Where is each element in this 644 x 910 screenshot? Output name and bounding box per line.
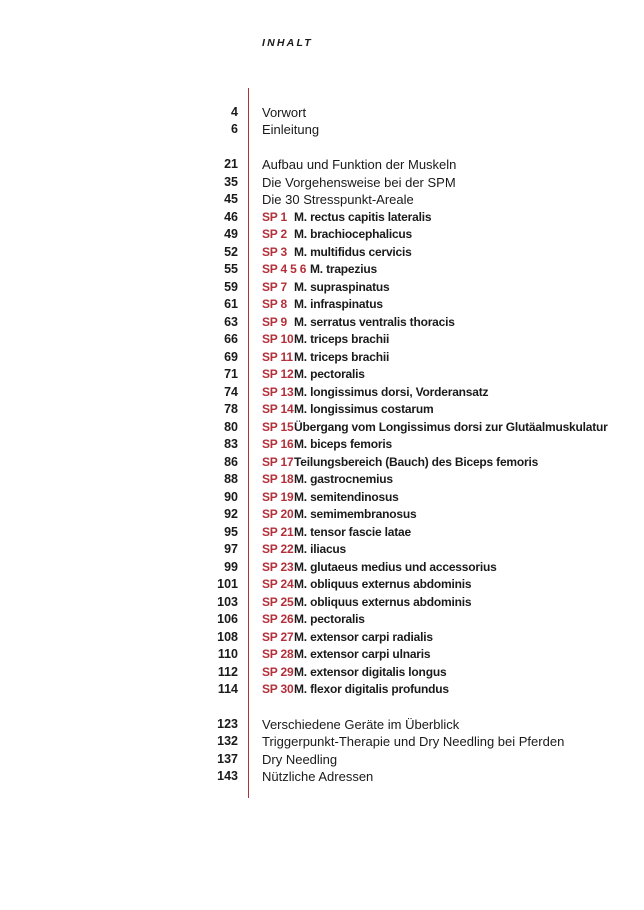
toc-muscle-title: M. extensor carpi ulnaris [294, 647, 431, 661]
stresspoint-code: SP 21 [262, 525, 294, 539]
toc-muscle-title: M. pectoralis [294, 367, 365, 381]
toc-stresspoint-line [262, 524, 411, 541]
toc-page-number: 78 [224, 402, 238, 416]
toc-chapter-title: Die 30 Stresspunkt-Areale [262, 192, 414, 207]
toc-page-number: 114 [217, 682, 238, 696]
toc-entry [0, 716, 644, 733]
toc-muscle-title: M. tensor fascie latae [294, 525, 411, 539]
toc-muscle-title: M. obliquus externus abdominis [294, 595, 472, 609]
toc-entry [0, 471, 644, 488]
toc-stresspoint-line [262, 646, 430, 663]
toc-entry [0, 436, 644, 453]
toc-stresspoint-line [262, 419, 608, 436]
toc-entry [0, 576, 644, 593]
toc-page-number: 106 [217, 612, 238, 626]
toc-muscle-title: Teilungsbereich (Bauch) des Biceps femoris [294, 455, 539, 469]
toc-stresspoint-line [262, 314, 455, 331]
toc-entry [0, 331, 644, 348]
toc-muscle-title: M. biceps femoris [294, 437, 392, 451]
stresspoint-code: SP 26 [262, 612, 294, 626]
toc-page-number: 99 [224, 560, 238, 574]
toc-page-number: 45 [224, 192, 238, 206]
toc-entry [0, 191, 644, 208]
toc-stresspoint-line [262, 349, 389, 366]
toc-stresspoint-line [262, 594, 471, 611]
toc-muscle-title: M. triceps brachii [294, 332, 390, 346]
toc-stresspoint-line [262, 366, 365, 383]
toc-muscle-title: M. rectus capitis lateralis [294, 210, 432, 224]
toc-page-number: 63 [224, 315, 238, 329]
toc-stresspoint-line [262, 454, 538, 471]
stresspoint-code: SP 20 [262, 507, 294, 521]
stresspoint-code: SP 16 [262, 437, 294, 451]
toc-stresspoint-line [262, 489, 399, 506]
stresspoint-code: SP 18 [262, 472, 294, 486]
toc-stresspoint-line [262, 436, 392, 453]
stresspoint-code: SP 15 [262, 420, 294, 434]
stresspoint-code: SP 25 [262, 595, 294, 609]
toc-entry [0, 366, 644, 383]
toc-muscle-title: M. gastrocnemius [294, 472, 393, 486]
toc-stresspoint-line [262, 261, 377, 278]
toc-muscle-title: M. multifidus cervicis [294, 245, 412, 259]
toc-page-number: 88 [224, 472, 238, 486]
stresspoint-code: SP 14 [262, 402, 294, 416]
toc-entry [0, 156, 644, 173]
stresspoint-code: SP 11 [262, 350, 293, 364]
toc-page-number: 110 [217, 647, 238, 661]
toc-page-number: 66 [224, 332, 238, 346]
stresspoint-code: SP 9 [262, 315, 287, 329]
toc-page-number: 97 [224, 542, 238, 556]
toc-stresspoint-line [262, 611, 365, 628]
stresspoint-code: SP 17 [262, 455, 294, 469]
stresspoint-code: SP 23 [262, 560, 294, 574]
toc-page-number: 71 [224, 367, 238, 381]
toc-entry [0, 244, 644, 261]
toc-entry [0, 681, 644, 698]
toc-entry [0, 314, 644, 331]
toc-entry [0, 506, 644, 523]
toc-stresspoint-line [262, 506, 416, 523]
toc-muscle-title: M. semimembranosus [294, 507, 417, 521]
toc-entry [0, 541, 644, 558]
toc-entry [0, 646, 644, 663]
stresspoint-code: SP 4 5 6 [262, 262, 307, 276]
toc-chapter-title: Triggerpunkt-Therapie und Dry Needling bei Pferden [262, 734, 565, 749]
toc-muscle-title: M. extensor carpi radialis [294, 630, 433, 644]
stresspoint-code: SP 27 [262, 630, 294, 644]
toc-page-number: 132 [217, 734, 238, 748]
toc-stresspoint-line [262, 226, 412, 243]
toc-entry [0, 611, 644, 628]
toc-page-number: 4 [231, 105, 238, 119]
toc-muscle-title: M. longissimus dorsi, Vorderansatz [294, 385, 489, 399]
toc-page-number: 80 [224, 420, 238, 434]
toc-entry [0, 174, 644, 191]
toc-entry [0, 489, 644, 506]
toc-page-number: 35 [224, 175, 238, 189]
toc-page-number: 59 [224, 280, 238, 294]
toc-stresspoint-line [262, 559, 497, 576]
toc-stresspoint-line [262, 209, 431, 226]
toc-entry [0, 419, 644, 436]
toc-page-number: 95 [224, 525, 238, 539]
toc-stresspoint-line [262, 541, 346, 558]
toc-page-number: 83 [224, 437, 238, 451]
toc-page-number: 74 [224, 385, 238, 399]
stresspoint-code: SP 3 [262, 245, 287, 259]
toc-chapter-title: Die Vorgehensweise bei der SPM [262, 175, 456, 190]
toc-entry [0, 629, 644, 646]
toc-stresspoint-line [262, 384, 488, 401]
toc-page-number: 21 [224, 157, 238, 171]
toc-stresspoint-line [262, 629, 433, 646]
toc-entry [0, 594, 644, 611]
toc-entry [0, 209, 644, 226]
toc-muscle-title: M. flexor digitalis profundus [294, 682, 449, 696]
toc-muscle-title: M. brachiocephalicus [294, 227, 413, 241]
toc-page-number: 49 [224, 227, 238, 241]
toc-page-number: 112 [217, 665, 238, 679]
stresspoint-code: SP 24 [262, 577, 294, 591]
stresspoint-code: SP 28 [262, 647, 294, 661]
toc-page-number: 103 [217, 595, 238, 609]
toc-entry [0, 279, 644, 296]
toc-muscle-title: M. supraspinatus [294, 280, 390, 294]
toc-entry [0, 349, 644, 366]
toc-chapter-title: Dry Needling [262, 752, 338, 767]
toc-muscle-title: M. glutaeus medius und accessorius [294, 560, 497, 574]
toc-stresspoint-line [262, 296, 383, 313]
toc-muscle-title: M. semitendinosus [294, 490, 399, 504]
toc-stresspoint-line [262, 401, 433, 418]
toc-entry [0, 121, 644, 138]
toc-page-number: 6 [231, 122, 238, 136]
toc-page-number: 52 [224, 245, 238, 259]
toc-chapter-title: Vorwort [262, 105, 307, 120]
toc-page-number: 55 [224, 262, 238, 276]
toc-entry [0, 751, 644, 768]
toc-entry [0, 384, 644, 401]
toc-muscle-title: M. serratus ventralis thoracis [294, 315, 455, 329]
toc-chapter-title: Aufbau und Funktion der Muskeln [262, 157, 457, 172]
toc-entry [0, 664, 644, 681]
toc-muscle-title: M. trapezius [310, 262, 377, 276]
toc-entry [0, 524, 644, 541]
toc-page-number: 90 [224, 490, 238, 504]
toc-stresspoint-line [262, 279, 389, 296]
toc-muscle-title: M. iliacus [294, 542, 347, 556]
page-heading: INHALT [262, 37, 313, 49]
toc-stresspoint-line [262, 664, 446, 681]
stresspoint-code: SP 2 [262, 227, 287, 241]
toc-page-number: 69 [224, 350, 238, 364]
toc-page-number: 108 [217, 630, 238, 644]
toc-stresspoint-line [262, 244, 412, 261]
toc-entry [0, 768, 644, 785]
toc-chapter-title: Nützliche Adressen [262, 769, 374, 784]
toc-muscle-title: M. longissimus costarum [294, 402, 434, 416]
stresspoint-code: SP 22 [262, 542, 294, 556]
toc-page-number: 92 [224, 507, 238, 521]
toc-muscle-title: M. triceps brachii [294, 350, 390, 364]
toc-entry [0, 733, 644, 750]
toc-page-number: 143 [217, 769, 238, 783]
toc-page-number: 86 [224, 455, 238, 469]
toc-entry [0, 104, 644, 121]
stresspoint-code: SP 7 [262, 280, 287, 294]
stresspoint-code: SP 13 [262, 385, 294, 399]
toc-stresspoint-line [262, 576, 471, 593]
stresspoint-code: SP 30 [262, 682, 294, 696]
toc-entry [0, 559, 644, 576]
stresspoint-code: SP 1 [262, 210, 287, 224]
toc-muscle-title: M. pectoralis [294, 612, 365, 626]
toc-page-number: 123 [217, 717, 238, 731]
toc-chapter-title: Einleitung [262, 122, 320, 137]
toc-muscle-title: Übergang vom Longissimus dorsi zur Glutäalmuskulatur [294, 420, 608, 434]
toc-stresspoint-line [262, 331, 389, 348]
toc-page-number: 137 [217, 752, 238, 766]
toc-stresspoint-line [262, 681, 449, 698]
toc-page-number: 61 [224, 297, 238, 311]
toc-muscle-title: M. obliquus externus abdominis [294, 577, 472, 591]
toc-entry [0, 296, 644, 313]
toc-muscle-title: M. infraspinatus [294, 297, 383, 311]
stresspoint-code: SP 12 [262, 367, 294, 381]
toc-entry [0, 226, 644, 243]
toc-chapter-title: Verschiedene Geräte im Überblick [262, 717, 460, 732]
toc-page-number: 101 [217, 577, 238, 591]
stresspoint-code: SP 10 [262, 332, 294, 346]
toc-entry [0, 401, 644, 418]
stresspoint-code: SP 8 [262, 297, 287, 311]
stresspoint-code: SP 19 [262, 490, 294, 504]
toc-muscle-title: M. extensor digitalis longus [294, 665, 447, 679]
toc-stresspoint-line [262, 471, 393, 488]
toc-page-number: 46 [224, 210, 238, 224]
stresspoint-code: SP 29 [262, 665, 294, 679]
toc-entry [0, 261, 644, 278]
toc-entry [0, 454, 644, 471]
